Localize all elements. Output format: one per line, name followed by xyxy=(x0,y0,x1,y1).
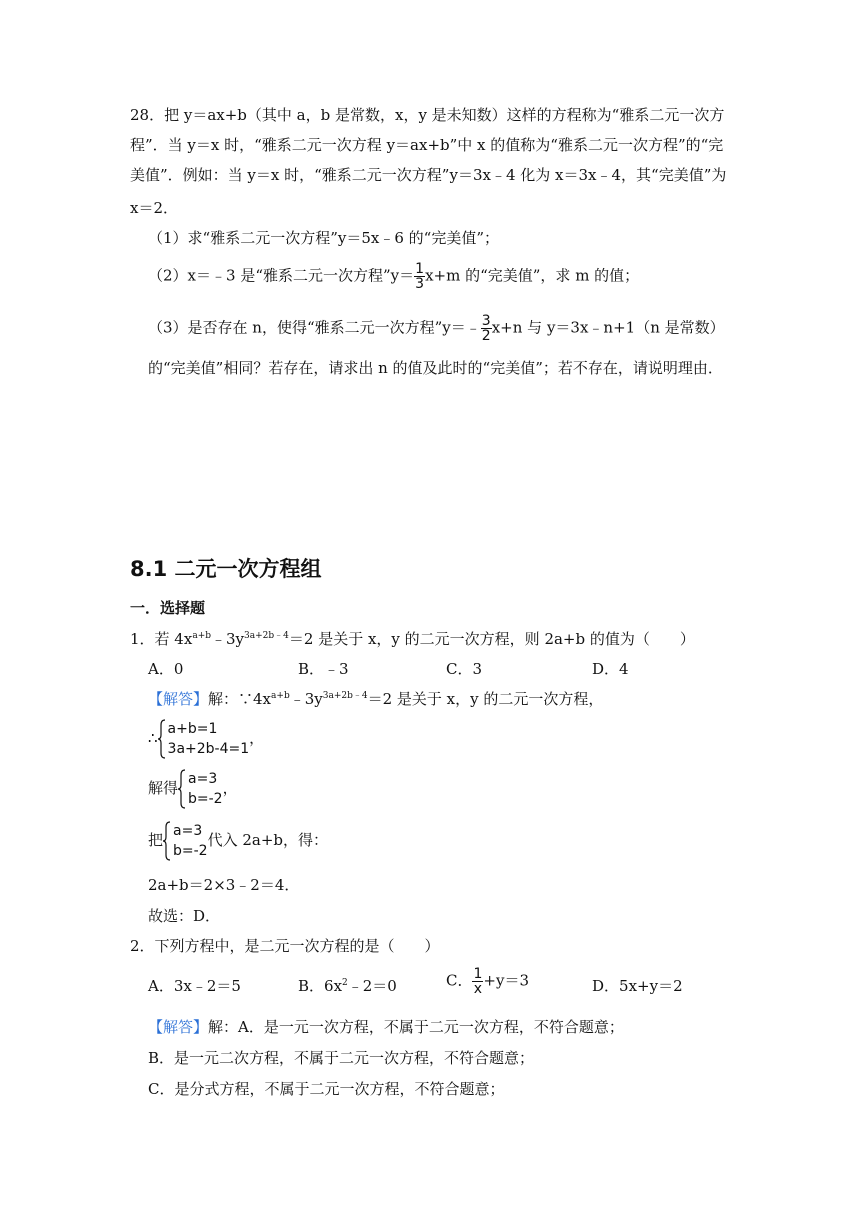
fraction-numerator: 1 xyxy=(415,261,425,277)
q2-answer-line-1 xyxy=(148,1016,624,1038)
q2-option-b-a: B．6x xyxy=(298,977,343,995)
fraction-three-halves xyxy=(481,314,492,343)
equation-row: a+b=1 xyxy=(167,721,218,737)
q1-answer-exponent-2: 3a+2b﹣4 xyxy=(322,691,368,701)
equation-row: b=-2 xyxy=(188,791,223,807)
q2-answer-line-2: B．是一元二次方程，不属于二元一次方程，不符合题意； xyxy=(148,1049,535,1067)
q1-answer-exponent-1: a+b xyxy=(271,691,290,701)
substitute-tail: 代入 2a+b，得： xyxy=(207,831,329,849)
q1-substitution xyxy=(148,821,328,861)
equation-system xyxy=(178,769,223,809)
q2-option-b-b: ﹣2＝0 xyxy=(347,977,397,995)
q1-exponent-2: 3a+2b﹣4 xyxy=(244,631,289,641)
q1-option-c: C．3 xyxy=(446,660,483,678)
therefore-symbol: ∴ xyxy=(148,729,158,747)
q2-answer-text-1: 解：A．是一元一次方程，不属于二元一次方程，不符合题意； xyxy=(208,1018,624,1036)
q1-stem xyxy=(130,628,695,653)
q28-subquestion-2 xyxy=(148,262,639,291)
q28-subquestion-3 xyxy=(148,314,725,343)
q1-stem-a: 1．若 4x xyxy=(130,630,193,648)
q2-option-c-prefix: C． xyxy=(446,971,473,990)
q28-line-3: 美值”．例如：当 y＝x 时，“雅系二元一次方程”y＝3x﹣4 化为 x＝3x﹣4，其“完美值”为 xyxy=(130,166,727,184)
comma: ， xyxy=(249,729,265,747)
q1-option-b: B．﹣3 xyxy=(298,660,349,678)
equation-row: a=3 xyxy=(188,771,218,787)
fraction-numerator: 1 xyxy=(473,966,483,982)
q1-system-2 xyxy=(148,769,238,809)
equation-row: a=3 xyxy=(173,823,203,839)
q28-line-1: 28．把 y＝ax+b（其中 a，b 是常数，x，y 是未知数）这样的方程称为“雅系二元一次方 xyxy=(130,106,725,124)
answer-tag: 【解答】 xyxy=(148,1018,209,1036)
section-title: 8.1 二元一次方程组 xyxy=(130,557,322,581)
fraction-denominator: 2 xyxy=(481,328,491,344)
q1-option-a: A．0 xyxy=(148,660,184,678)
q2-answer-line-3: C．是分式方程，不属于二元一次方程，不符合题意； xyxy=(148,1080,505,1098)
q28-sub3-prefix: （3）是否存在 n，使得“雅系二元一次方程”y＝﹣ xyxy=(148,318,481,337)
left-brace-icon xyxy=(163,821,171,861)
fraction-denominator: x xyxy=(473,981,483,997)
answer-tag: 【解答】 xyxy=(148,690,209,708)
q2-option-d: D．5x+y＝2 xyxy=(592,977,683,995)
q28-sub2-prefix: （2）x＝﹣3 是“雅系二元一次方程”y＝ xyxy=(148,266,415,285)
solve-label: 解得 xyxy=(148,779,179,797)
q28-subquestion-3-continued: 的“完美值”相同？若存在，请求出 n 的值及此时的“完美值”；若不存在，请说明理由． xyxy=(148,359,723,377)
left-brace-icon xyxy=(158,719,166,759)
comma: ， xyxy=(222,779,238,797)
fraction-one-over-x xyxy=(472,967,483,996)
q1-answer-intro xyxy=(148,688,603,713)
q2-stem: 2．下列方程中，是二元一次方程的是（ ） xyxy=(130,937,440,955)
equation-system xyxy=(158,719,250,759)
q1-choice: 故选：D． xyxy=(148,907,221,925)
q2-option-a: A．3x﹣2＝5 xyxy=(148,977,241,995)
substitute-label: 把 xyxy=(148,831,164,849)
q1-exponent-1: a+b xyxy=(192,631,211,641)
equation-row: 3a+2b-4=1 xyxy=(167,741,250,757)
q2-option-c-suffix: +y＝3 xyxy=(483,971,529,990)
q1-option-d: D．4 xyxy=(592,660,629,678)
fraction-numerator: 3 xyxy=(481,313,491,329)
q28-line-4: x＝2． xyxy=(130,199,179,217)
q1-answer-b: ﹣3y xyxy=(289,690,323,708)
q1-answer-c: ＝2 是关于 x，y 的二元一次方程， xyxy=(367,690,604,708)
fraction-denominator: 3 xyxy=(415,276,425,292)
equation-system xyxy=(163,821,208,861)
part-heading: 一．选择题 xyxy=(130,599,206,617)
q28-sub3-suffix: x+n 与 y＝3x﹣n+1（n 是常数） xyxy=(491,318,725,337)
q2-option-b-exponent: 2 xyxy=(342,978,348,988)
q1-stem-c: ＝2 是关于 x，y 的二元一次方程，则 2a+b 的值为（ ） xyxy=(288,630,695,648)
q28-subquestion-1: （1）求“雅系二元一次方程”y＝5x﹣6 的“完美值”； xyxy=(148,229,500,247)
q1-stem-b: ﹣3y xyxy=(211,630,245,648)
equation-row: b=-2 xyxy=(173,843,208,859)
q2-option-c xyxy=(446,967,529,996)
q2-option-b xyxy=(298,975,397,1000)
q1-calculation: 2a+b＝2×3﹣2＝4． xyxy=(148,876,300,894)
left-brace-icon xyxy=(178,769,186,809)
q1-answer-a: 解：∵4x xyxy=(208,690,272,708)
fraction-one-third xyxy=(414,262,425,291)
q28-line-2: 程”．当 y＝x 时，“雅系二元一次方程 y＝ax+b”中 x 的值称为“雅系二元一次方程”的“完 xyxy=(130,136,724,154)
q1-system-1 xyxy=(148,719,264,759)
q28-sub2-suffix: x+m 的“完美值”，求 m 的值； xyxy=(425,266,640,285)
